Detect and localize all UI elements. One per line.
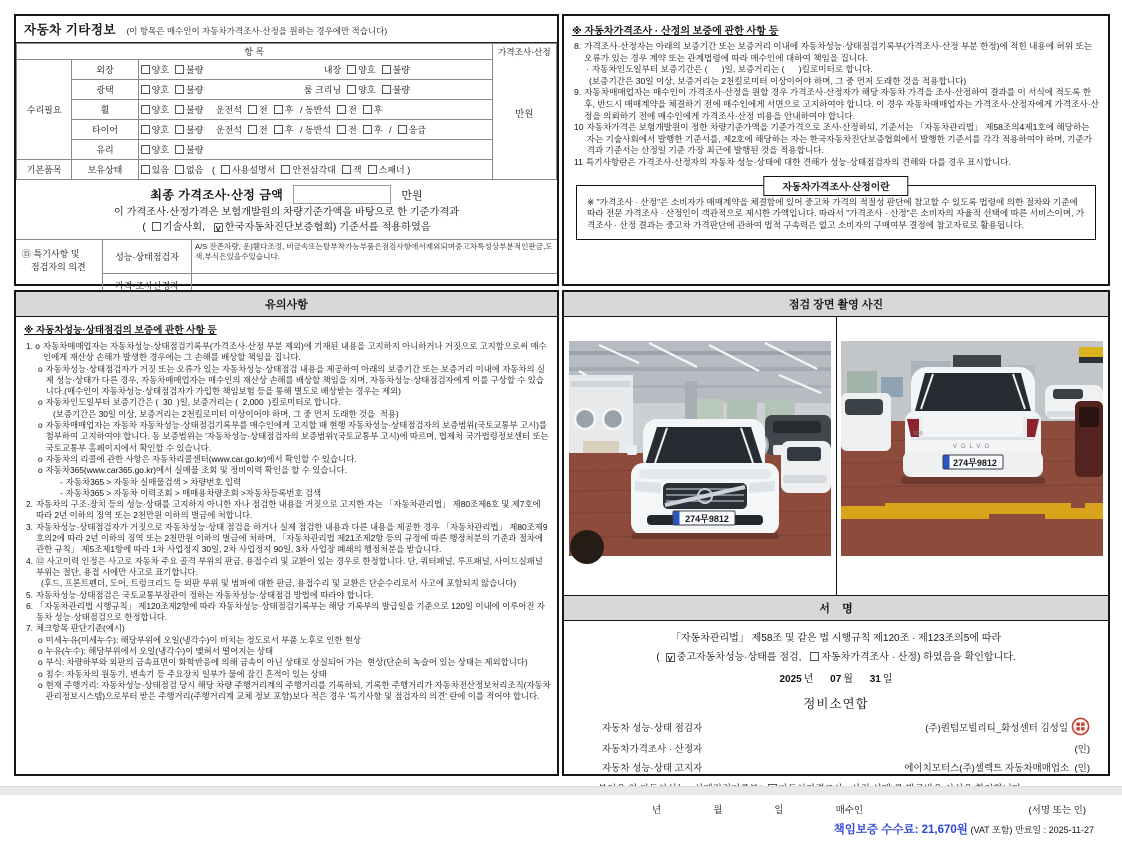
notice-line-marker: o	[38, 453, 43, 464]
table-row-exterior	[17, 60, 557, 80]
checkbox-label: 불량	[392, 85, 410, 95]
signer-value: (주)퀀텀모빌리티_화성센터 김성일	[925, 722, 1068, 734]
checkbox-label: 양호	[151, 125, 170, 135]
notice-line	[24, 601, 551, 624]
inspection-photo-rear-view	[841, 341, 1103, 556]
notice-line-text: (후드, 프론트펜더, 도어, 트렁크리드 등 외판 부위 및 범퍼에 대한 판금, 용접수리 및 교환은 단순수리로서 사고에 포함되지 않습니다)	[41, 578, 517, 589]
notice-line-marker: -	[60, 487, 63, 498]
table-row-polish	[17, 80, 557, 100]
checkbox-performance-checked[interactable]: V	[667, 654, 673, 663]
row-label: 광택	[72, 80, 138, 100]
inspector-label: 성능·상태점검자	[103, 240, 192, 273]
checkbox[interactable]	[274, 105, 283, 114]
notice-line	[24, 680, 551, 703]
notice-line-text: (보증기간은 30일 이상, 보증거리는 2천킬로미터 이상이어야 하며, 그 중 먼저 도래한 것을 적용)	[53, 408, 399, 419]
row-label: 보유상태	[72, 160, 138, 180]
warranty-line-text: 자동차가격은 보험개발원이 정한 차량기준가액을 기준가격으로 조사·산정하되, 기준서는 「자동차관리법」 제58조의4제1호에 해당하는 자는 기술사회에서 발행한 기준서를, 제2호에 해당하는 자는 한국자동차진단보증협회에서 발행한 기준서를 각각 적용하여야 하며, 기준가격과 기준서는 산정일 기준 가장 최근에 발행된 것을 적용합니다.	[586, 122, 1093, 156]
final-price-block	[16, 180, 557, 240]
special-notes-label	[16, 240, 102, 296]
signature-body	[564, 621, 1108, 841]
checkbox-label: 잭	[352, 165, 362, 175]
checkbox[interactable]	[281, 165, 290, 174]
price-column	[492, 44, 556, 180]
price-appraisal-definition-box	[576, 181, 1096, 240]
checkbox[interactable]	[398, 125, 407, 134]
organization-name: 정비소연합	[803, 697, 869, 711]
checkbox-label: 불량	[186, 85, 204, 95]
checkbox-label: 후	[373, 125, 383, 135]
final-price-label: 최종 가격조사·산정 금액	[150, 188, 284, 202]
notice-section	[14, 290, 559, 776]
checkbox[interactable]	[221, 165, 230, 174]
notice-line	[24, 499, 551, 522]
checkbox[interactable]	[175, 165, 184, 174]
signer-label: 자동차가격조사 · 산정자	[602, 744, 703, 755]
checkbox-label: 기술사회,	[162, 221, 205, 233]
checkbox-label: 후	[284, 105, 294, 115]
row-label: 유리	[72, 140, 138, 160]
photo-cell-rear	[837, 317, 1109, 595]
notice-line-text: 자동차365 > 자동차 실매물검색 > 차량번호 입력	[65, 476, 242, 487]
signature-header: 서 명	[564, 595, 1108, 621]
warranty-line	[572, 87, 1100, 122]
notice-line-text: 자동차매매업자는 자동차성능·상태점검기록부(가격조사·산정 부분 제외)에 기재된 내용을 고지하지 아니하거나 거짓으로 고지함으로써 매수인에게 재산상 손해가 발생한 경우에는 그 손해를 배상할 책임을 집니다.	[42, 341, 547, 363]
checkbox-label: 있음	[151, 165, 170, 175]
date-year-unit: 년	[803, 674, 814, 685]
notice-subtitle: ※ 자동차성능·상태점검의 보증에 관한 사항 등	[24, 325, 217, 336]
checkbox[interactable]	[141, 145, 150, 154]
notice-line	[24, 657, 551, 668]
checkbox-label: 불량	[186, 105, 204, 115]
basis-line2	[16, 221, 557, 236]
special-notes-block	[16, 240, 557, 296]
row-label: 룸 크리닝	[303, 85, 342, 95]
warranty-fee-line	[576, 821, 1096, 837]
checkbox[interactable]	[382, 85, 391, 94]
checkbox-label: 양호	[358, 85, 376, 95]
checkbox-label: 한국자동차진단보증협회) 기준서를 적용하였음	[224, 221, 431, 233]
fee-vat-note: (VAT 포함)	[970, 825, 1013, 835]
signer-row-dealer	[576, 760, 1096, 774]
warranty-fee-amount: 책임보증 수수료: 21,670원	[833, 824, 968, 836]
notice-line-marker: 6.	[26, 600, 33, 611]
notice-line	[24, 590, 551, 601]
signer-label: 자동차 성능·상태 점검자	[602, 722, 703, 734]
section-title: 자동차 기타정보	[24, 23, 116, 37]
notice-line-marker: 5.	[26, 589, 33, 600]
notice-line	[24, 578, 551, 589]
notice-line-marker: 4.	[26, 555, 33, 566]
checkbox[interactable]	[141, 165, 150, 174]
date-year: 2025	[779, 674, 802, 685]
checkbox-label: 전	[348, 125, 357, 135]
checkbox-label: 사용설명서	[231, 165, 276, 175]
warranty-line-marker: 10	[574, 122, 584, 133]
checkbox-label: 불량	[186, 145, 204, 155]
checkbox[interactable]	[175, 105, 184, 114]
special-notes-label-line1: ⑮ 특기사항 및	[22, 249, 80, 259]
warranty-line-text: 자동차인도일부터 보증기간은 ( )일, 보증거리는 ( )킬로미터로 합니다.	[591, 64, 873, 75]
checkbox[interactable]	[175, 85, 184, 94]
notice-line-text: 자동차365 > 자동차 이력조회 > 매매용차량조회 >자동차등록번호 검색	[65, 487, 322, 498]
notice-line	[24, 420, 551, 454]
final-price-unit: 만원	[401, 189, 423, 202]
notice-line	[24, 635, 551, 646]
signature-statement-line2	[576, 648, 1096, 663]
checkbox[interactable]	[248, 125, 257, 134]
notice-line-text: 미세누유(미세누수): 해당부위에 오일(냉각수)이 비치는 정도로서 부품 노후로 인한 현상	[45, 634, 361, 645]
notice-line	[24, 522, 551, 556]
checkbox-price-appraisal[interactable]	[810, 652, 819, 661]
notice-line	[24, 465, 551, 476]
price-warranty-section	[562, 14, 1110, 286]
checkbox-label: 자동차가격조사 · 산정) 하였음을 확인합니다.	[821, 652, 1016, 663]
checkbox[interactable]	[274, 125, 283, 134]
basis-line1: 이 가격조사·산정가격은 보험개발원의 차량기준가액을 바탕으로 한 기준가격과	[113, 207, 460, 218]
checkbox-label: 후	[284, 125, 294, 135]
notice-line-text: 부식: 차량하부와 외판의 금속표면이 화학반응에 의해 금속이 아닌 상태로 상실되어 가는 현상(단순히 녹슬어 있는 상태는 제외합니다)	[45, 657, 528, 668]
group-label-repair: 수리필요	[17, 60, 72, 160]
yellow-floor-line	[841, 501, 1103, 519]
warranty-line	[572, 64, 1100, 76]
warranty-line-text: 가격조사·산정자는 아래의 보증기간 또는 보증거리 이내에 자동차성능·상태점검기록부(가격조사·산정 부분 한정)에 적힌 내용에 허위 또는 오류가 있는 경우 계약 또는 관계법령에 따라 매수인에 대하여 책임을 집니다.	[584, 41, 1095, 63]
photo-row	[564, 317, 1108, 595]
notice-line	[24, 488, 551, 499]
signer-row-appraiser	[576, 741, 1096, 755]
checkbox[interactable]	[363, 125, 372, 134]
row-label: 외장	[72, 60, 138, 80]
checkbox[interactable]	[175, 65, 184, 74]
checkbox[interactable]	[248, 105, 257, 114]
other-info-section	[14, 14, 559, 291]
vehicle-inspection-document	[14, 14, 1110, 836]
inspection-photo-front-view	[569, 341, 831, 556]
definition-text: ※ "가격조사 · 산정"은 소비자가 매매계약을 체결함에 있어 중고차 가격의 적절성 판단에 참고할 수 있도록 법령에 의한 절차와 기준에 따라 전문 가격조사 · 산정인이 객관적으로 제시한 가액입니다. 따라서 "가격조사 · 산정"은 소비자의 자율적 선택에 따른 서비스이며, 가격조사 · 산정 결과는 중고차 가격판단에 관하여 법적 구속력은 없고 소비자의 구매여부 결정에 참고자료로 활용됩니다.	[587, 196, 1085, 231]
notice-line	[24, 646, 551, 657]
checkbox-label: 전	[348, 105, 357, 115]
checkbox-label: 양호	[151, 105, 170, 115]
notice-line	[24, 364, 551, 398]
checkbox[interactable]	[175, 145, 184, 154]
checkbox[interactable]	[337, 105, 346, 114]
warranty-line	[572, 76, 1100, 88]
page-bottom-strip	[0, 786, 1122, 795]
photos-signature-section	[562, 290, 1110, 836]
checkbox[interactable]	[347, 65, 356, 74]
notice-line	[24, 669, 551, 680]
checkbox-label: 스패너	[378, 165, 405, 175]
checkbox-label: 전	[259, 105, 268, 115]
buyer-label: 매수인	[835, 805, 864, 816]
checkbox-label: 불량	[186, 125, 204, 135]
column-header-price: 가격조사·산정	[497, 47, 551, 57]
section-title-note: (이 항목은 매수인이 자동차가격조사·산정을 원하는 경우에만 적습니다)	[126, 26, 388, 36]
appraiser-label: 가격·조사산정자	[103, 274, 192, 296]
notice-line-text: 체크항목 판단기준(예시)	[36, 623, 125, 634]
column-header-item: 항 목	[17, 44, 493, 60]
date-day: 31	[869, 674, 881, 685]
paren: (	[142, 221, 146, 233]
price-warranty-body	[572, 41, 1100, 169]
checkbox[interactable]	[368, 165, 377, 174]
notice-line	[24, 409, 551, 420]
checkbox-technical-society[interactable]	[152, 222, 161, 231]
checkbox-label: 중고자동차성능·상태를 점검,	[676, 652, 802, 663]
checkbox-kada-checked[interactable]: V	[215, 223, 221, 233]
fee-expiry-date: 만료일 : 2025-11-27	[1015, 825, 1094, 835]
checkbox[interactable]	[347, 85, 356, 94]
signature-date	[576, 670, 1096, 685]
notice-line-marker: o	[38, 668, 43, 679]
license-plate-front	[673, 511, 735, 525]
signer-row-inspector	[576, 717, 1096, 736]
notice-line-marker: o	[38, 465, 43, 476]
checkbox-label: 응급	[408, 125, 426, 135]
row-label: / 동반석	[299, 125, 332, 135]
buyer-date-day: 일	[774, 805, 784, 816]
notice-line	[24, 477, 551, 488]
warranty-line-marker: 9.	[574, 87, 582, 98]
checkbox[interactable]	[141, 85, 150, 94]
table-row-glass	[17, 140, 557, 160]
notice-body	[16, 340, 557, 707]
notice-line	[24, 397, 551, 408]
checkbox-label: 안전삼각대	[292, 165, 336, 175]
notice-line-marker: o	[38, 397, 43, 408]
checkbox[interactable]	[337, 125, 346, 134]
notice-line-text: 현재 주행거리: 자동차성능·상태점검 당시 해당 차량 주행거리계의 주행거리를 기록하되, 기록한 주행거리가 자동차전산정보처리조직(자동차관리정보시스템)으로부터 받은 주행거리(주행거리계 교체 정보 포함)보다 적은 경우 '특기사항 및 점검자의 의견' 란에 이를 적어야 합니다.	[45, 679, 551, 702]
person-head	[570, 530, 604, 564]
warranty-line	[572, 157, 1100, 169]
notice-line-text: ⑫ 사고이력 인정은 사고로 자동차 주요 골격 부위의 판금, 용접수리 및 교환이 있는 경우로 한정합니다. 단, 쿼터패널, 루프패널, 사이드실패널 부위는 절단, 용접 시에만 사고로 표기합니다.	[36, 555, 546, 577]
buyer-sign-note: (서명 또는 인)	[1028, 805, 1086, 816]
date-month: 07	[830, 674, 842, 685]
notice-line	[24, 341, 551, 364]
notice-line-text: 「자동차관리법 시행규칙」 제120조제2항에 따라 자동차성능·상태점검기록부는 해당 기록부의 발급일을 기준으로 120일 이내에 이루어진 자동차 성능·상태점검으로 한정합니다.	[36, 600, 545, 623]
row-label: 휠	[72, 100, 138, 120]
checkbox-label: 불량	[186, 65, 204, 75]
notice-line-marker: o	[38, 634, 43, 645]
white-car-rear	[901, 367, 1045, 484]
signature-statement-line1: 「자동차관리법」 제58조 및 같은 법 시행규칙 제120조 · 제123조의5에 따라	[670, 633, 1002, 644]
notice-line-text: 침수: 자동차의 원동기, 변속기 등 주요장치 일부가 물에 잠긴 흔적이 있는 상태	[45, 668, 327, 679]
notice-line-marker: 7.	[26, 623, 33, 634]
notice-line	[24, 556, 551, 579]
checkbox[interactable]	[141, 105, 150, 114]
notice-line-text: 자동차성능·상태점검자가 거짓 또는 오류가 있는 자동차성능·상태점검 내용을 제공하여 아래의 보증기간 또는 보증거리 이내에 자동차의 실제 성능·상태가 다른 경우, 자동차매매업자는 매수인의 재산상 손해를 배상할 책임을 지며, 자동차성능·상태점검자에게 이를 구상할 수 있습니다.(매수인이 자동차성능·상태점검자가 가입한 책임보험 등을 통해 별도로 배상받는 경우는 제외)	[45, 363, 545, 397]
warranty-line-marker: 8.	[574, 41, 582, 51]
notice-line-marker: o	[38, 646, 43, 657]
warranty-line-marker: ·	[586, 64, 589, 75]
date-day-unit: 일	[882, 674, 893, 685]
table-row-wheel	[17, 100, 557, 120]
white-car-front	[627, 419, 783, 539]
notice-line-text: 자동차인도일부터 보증기간은 ( 30 )일, 보증거리는 ( 2,000 )킬로미터로 합니다.	[45, 397, 341, 408]
s90-badge-text: S90	[913, 431, 924, 437]
checkbox-label: 양호	[151, 85, 170, 95]
price-warranty-title: ※ 자동차가격조사 · 산정의 보증에 관한 사항 등	[572, 26, 779, 37]
notice-line-text: 자동차성능·상태점검자가 거짓으로 자동차성능·상태 점검을 하거나 실제 점검한 내용과 다른 내용을 제공한 경우 「자동차관리법」 제80조제9호의2에 따라 2년 이하의 징역 또는 2천만원 이하의 벌금에 처하며, 「자동차관리법 제21조제2항 등의 규정에 따른 행정처분의 기준과 절차에 관한 규칙」 제5조제1항에 따라 1차 사업정지 30일, 2차 사업정지 90일, 3차 사업장 폐쇄의 행정처분을 받습니다.	[36, 521, 548, 555]
checkbox[interactable]	[342, 165, 351, 174]
notice-line-marker: -	[60, 476, 63, 487]
license-plate-rear	[943, 455, 1003, 469]
row-label: 타이어	[72, 120, 138, 140]
notice-line-marker: 2.	[26, 499, 33, 510]
warranty-line-text: (보증기간은 30일 이상, 보증거리는 2천킬로미터 이상이어야 하며, 그 중 먼저 도래한 것을 적용합니다)	[589, 75, 967, 86]
notice-line-marker: o	[38, 657, 43, 668]
warranty-line-text: 특기사항란은 가격조사·산정자의 자동차 성능·상태에 대한 견해가 성능·상태점검자의 견해와 다를 경우 표시합니다.	[585, 156, 1011, 167]
checkbox[interactable]	[141, 125, 150, 134]
buyer-signature-row	[576, 802, 1096, 816]
paren: (	[656, 652, 660, 663]
notice-line	[24, 623, 551, 634]
notice-line	[24, 454, 551, 465]
buyer-date-month: 월	[713, 805, 723, 816]
notice-line-text: 누유(누수): 해당부위에서 오일(냉각수)이 맺혀서 떨어지는 상태	[45, 646, 274, 657]
notice-line-text: 자동차의 리콜에 관한 사항은 자동차리콜센터(www.car.go.kr)에서 확인할 수 있습니다.	[45, 453, 357, 464]
notice-line-marker: o	[38, 363, 43, 374]
notice-line-text: 자동차365(www.car365.go.kr)에서 실매물 조회 및 정비이력 확인을 할 수 있습니다.	[45, 465, 347, 476]
notice-line-text: 자동차매매업자는 자동차 자동차성능·상태점검기록부를 매수인에게 고지할 때 현행 자동차성능·상태점검자의 보증범위(국토교통부 고시)를 첨부하여 고지하여야 합니다. 동 보증범위는 '자동차성능·상태점검자의 보증범위'(국토교통부 고시)에 따르며, 법제처 국가법령정보센터 또는 국토교통부 홈페이지에서 확인할 수 있습니다.	[45, 420, 551, 453]
inspector-opinion-text: A/S 잔존차량, 운)휀다조정, 비금속또는탈부착가능부품은점검사항에서제외되며중고차특성상부분적인판금,도색,부식은있을수있습니다.	[195, 242, 553, 261]
notice-header: 유의사항	[16, 292, 557, 317]
paren: (	[211, 165, 215, 175]
volvo-badge-text: VOLVO	[953, 444, 994, 450]
notice-line-marker: 3.	[26, 521, 33, 532]
warranty-line-marker: 11	[574, 156, 583, 167]
checkbox-label: 양호	[358, 65, 376, 75]
checkbox-label: 전	[259, 125, 268, 135]
paren: )	[407, 165, 411, 175]
photo-cell-front	[564, 317, 837, 595]
signer-value: (인)	[1074, 744, 1090, 755]
buyer-date-year: 년	[652, 805, 662, 816]
checkbox-label: 없음	[186, 165, 204, 175]
checkbox-label: 양호	[151, 145, 170, 155]
date-month-unit: 월	[843, 674, 853, 685]
group-label-basic: 기본품목	[17, 160, 72, 180]
row-label: / 동반석	[299, 105, 332, 115]
definition-title: 자동차가격조사·산정이란	[763, 176, 908, 196]
row-label: 운전석	[215, 125, 243, 135]
checkbox-label: 불량	[392, 65, 410, 75]
other-info-title	[16, 16, 557, 43]
license-plate-front-text: 274무9812	[684, 514, 729, 524]
table-row-basic-items	[17, 160, 557, 180]
checkbox-label: 양호	[151, 65, 170, 75]
warranty-line-text: 자동차매매업자는 매수인이 가격조사·산정을 원할 경우 가격조사·산정자가 해당 자동차 가격을 조사·산정하여 결과를 이 서식에 적도록 한 후, 반드시 매매계약을 체결하기 전에 매수인에게 서면으로 고지하여야 합니다. 이 경우 자동차매매업자는 가격조사·산정자에게 가격조사·산정을 의뢰하기 전에 매수인에게 가격조사·산정 비용을 안내하여야 합니다.	[584, 87, 1099, 121]
license-plate-rear-text: 274무9812	[953, 458, 998, 468]
repair-items-table	[16, 43, 557, 180]
price-unit-label: 만원	[515, 109, 534, 121]
notice-line-text: 자동차의 구조·장치 등의 성능·상태를 고지하지 아니한 자나 점검한 내용을 거짓으로 고지한 자는 「자동차관리법」 제80조제6호 및 제7호에 따라 2년 이하의 징역 또는 2천만원 이하의 벌금에 처합니다.	[36, 499, 543, 521]
checkbox[interactable]	[382, 65, 391, 74]
checkbox[interactable]	[363, 105, 372, 114]
inspector-opinion-row	[103, 240, 557, 274]
photos-header: 점검 장면 촬영 사진	[564, 292, 1108, 317]
notice-line-marker: o	[38, 420, 43, 431]
notice-line-marker: 1. o	[26, 341, 40, 351]
special-notes-label-line2: 점검자의 의견	[31, 262, 86, 272]
checkbox[interactable]	[141, 65, 150, 74]
warranty-line	[572, 41, 1100, 64]
notice-line-marker: o	[38, 679, 43, 690]
row-label: 내장	[323, 65, 342, 75]
signer-label: 자동차 성능·상태 고지자	[602, 763, 703, 774]
signer-value: 에이치모터스(주)셀렉트 자동차매매업소 (인)	[904, 763, 1090, 774]
final-price-input[interactable]	[293, 185, 391, 204]
table-row-tire	[17, 120, 557, 140]
row-label: /	[388, 125, 392, 135]
warranty-line	[572, 122, 1100, 157]
checkbox-label: 후	[373, 105, 383, 115]
row-label: 운전석	[215, 105, 243, 115]
notice-line-text: 자동차성능·상태점검은 국토교통부장관이 정하는 자동차성능·상태점검 방법에 따라야 합니다.	[36, 589, 374, 600]
seal-icon	[1071, 717, 1090, 736]
checkbox[interactable]	[175, 125, 184, 134]
